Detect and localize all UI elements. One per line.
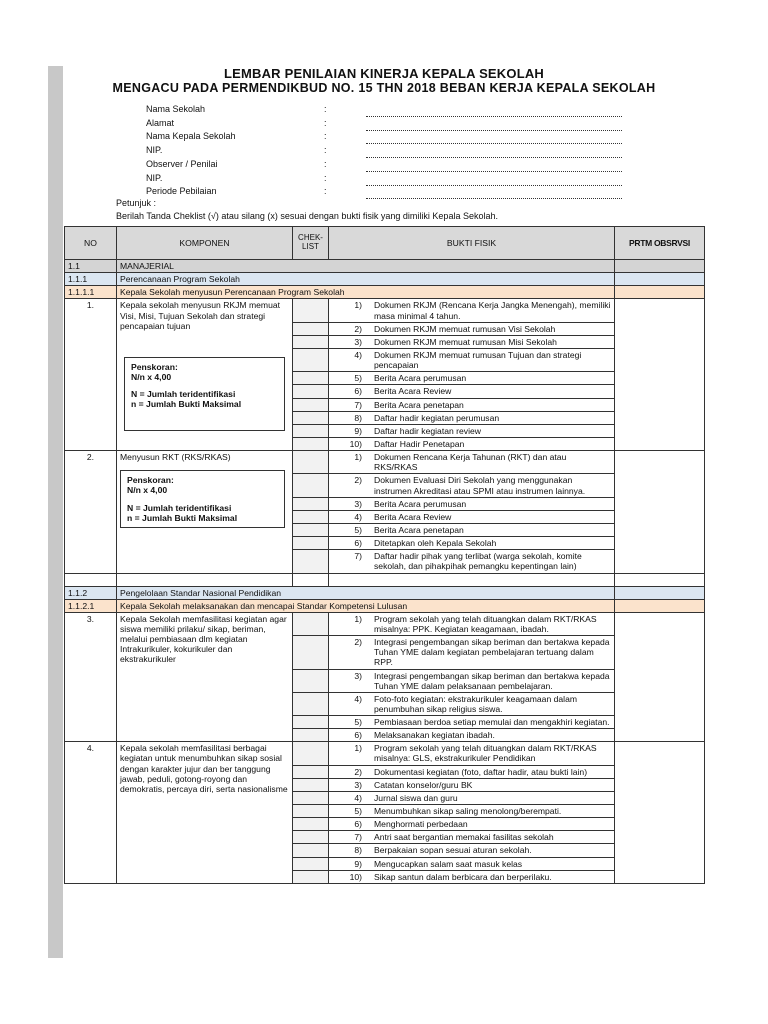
evidence-number: 9) <box>354 425 362 436</box>
checklist-cell[interactable] <box>293 857 329 870</box>
checklist-cell[interactable] <box>293 818 329 831</box>
field-colon: : <box>324 104 327 114</box>
section-number: 1.1.1.1 <box>65 286 117 299</box>
evidence-cell <box>329 398 615 411</box>
evidence-text: Dokumen RKJM memuat rumusan Visi Sekolah <box>374 323 556 334</box>
evidence-cell <box>329 550 615 573</box>
checklist-cell[interactable] <box>293 742 329 765</box>
item-block <box>65 299 705 451</box>
checklist-cell[interactable] <box>293 729 329 742</box>
evidence-number: 6) <box>354 538 362 549</box>
evidence-text: Mengucapkan salam saat masuk kelas <box>374 858 523 869</box>
checklist-cell[interactable] <box>293 791 329 804</box>
item-block <box>65 451 705 573</box>
evidence-number: 2) <box>354 637 362 648</box>
field-colon: : <box>324 145 327 155</box>
evidence-number: 10) <box>349 871 362 882</box>
komponen-text: Kepala sekolah memfasilitasi berbagai kegiatan untuk menumbuhkan sikap sosial dengan karakter jujur dan ber tanggung jawab, peduli, gotong-royong dan demokratis, percaya diri, serta nasionalisme <box>120 743 288 794</box>
evidence-text: Daftar hadir pihak yang terlibat (warga sekolah, komite sekolah, dan pihakpihak pemangku kepentingan lain) <box>374 551 582 572</box>
evidence-number: 2) <box>354 323 362 334</box>
checklist-cell[interactable] <box>293 510 329 523</box>
evidence-text: Berita Acara Review <box>374 386 452 397</box>
evidence-text: Integrasi pengembangan sikap beriman dan bertakwa kepada Tuhan YME dalam kegiatan pembelajaran tertuang dalam RPP. <box>374 637 610 668</box>
item-number: 3. <box>65 612 117 742</box>
evidence-row <box>65 612 705 635</box>
evidence-cell <box>329 692 615 715</box>
evidence-number: 1) <box>354 452 362 463</box>
observation-score-cell[interactable] <box>615 742 705 884</box>
evidence-text: Menumbuhkan sikap saling menolong/berempati. <box>374 806 562 817</box>
checklist-cell[interactable] <box>293 385 329 398</box>
section-row <box>65 599 705 612</box>
evidence-cell <box>329 348 615 371</box>
evidence-number: 8) <box>354 845 362 856</box>
document-title: LEMBAR PENILAIAN KINERJA KEPALA SEKOLAH <box>223 66 545 81</box>
evidence-number: 3) <box>354 670 362 681</box>
evidence-text: Dokumentasi kegiatan (foto, daftar hadir, atau bukti lain) <box>374 766 588 777</box>
evidence-cell <box>329 537 615 550</box>
checklist-cell[interactable] <box>293 451 329 474</box>
evidence-cell <box>329 716 615 729</box>
evidence-cell <box>329 451 615 474</box>
checklist-cell[interactable] <box>293 497 329 510</box>
section-number: 1.1.2.1 <box>65 599 117 612</box>
checklist-cell[interactable] <box>293 831 329 844</box>
scoring-line: Penskoran: <box>131 361 178 372</box>
checklist-cell[interactable] <box>293 537 329 550</box>
field-colon: : <box>324 118 327 128</box>
scoring-line: N/n x 4,00 <box>131 371 172 382</box>
field-fill-line[interactable] <box>366 130 622 131</box>
evidence-text: Dokumen Rencana Kerja Tahunan (RKT) dan atau RKS/RKAS <box>374 452 567 473</box>
komponen-text: Kepala Sekolah memfasilitasi kegiatan agar siswa memiliki prilaku/ sikap, beriman, melalui pembiasaan dlm kegiatan Intrakurikuler, kokurikuler dan ekstrakurikuler <box>120 613 287 665</box>
komponen-text: Menyusun RKT (RKS/RKAS) <box>120 452 231 463</box>
evidence-number: 3) <box>354 779 362 790</box>
field-label: NIP. <box>146 173 163 183</box>
scoring-box <box>120 470 285 528</box>
field-fill-line[interactable] <box>366 171 622 172</box>
checklist-cell[interactable] <box>293 716 329 729</box>
petunjuk-text: Berilah Tanda Cheklist (√) atau silang (x) sesuai dengan bukti fisik yang dimiliki Kepala Sekolah. <box>116 211 498 221</box>
item-number: 1. <box>65 299 117 451</box>
section-title: MANAJERIAL <box>117 260 615 273</box>
evidence-text: Daftar Hadir Penetapan <box>374 438 465 449</box>
evidence-text: Foto-foto kegiatan: ekstrakurikuler keagamaan dalam penumbuhan sikap religius siswa. <box>374 693 578 714</box>
checklist-cell[interactable] <box>293 335 329 348</box>
field-fill-line[interactable] <box>366 198 622 199</box>
evidence-number: 5) <box>354 806 362 817</box>
field-colon: : <box>324 186 327 196</box>
evidence-cell <box>329 612 615 635</box>
scoring-line: N = Jumlah teridentifikasi <box>127 502 232 513</box>
section-row <box>65 286 705 299</box>
assessment-table <box>64 226 705 884</box>
field-label: Nama Sekolah <box>146 104 206 114</box>
evidence-cell <box>329 669 615 692</box>
field-colon: : <box>324 173 327 183</box>
evidence-cell <box>329 437 615 450</box>
evidence-cell <box>329 497 615 510</box>
field-label: Nama Kepala Sekolah <box>146 131 236 141</box>
scoring-line: N = Jumlah teridentifikasi <box>131 389 236 400</box>
section-title: Kepala Sekolah melaksanakan dan mencapai Standar Kompetensi Lulusan <box>117 599 615 612</box>
scoring-box <box>124 357 285 431</box>
checklist-cell[interactable] <box>293 411 329 424</box>
petunjuk-label: Petunjuk : <box>116 198 157 208</box>
evidence-text: Integrasi pengembangan sikap beriman dan bertakwa kepada Tuhan YME dalam pelaksanaan pembelajaran. <box>374 670 610 691</box>
evidence-cell <box>329 372 615 385</box>
evidence-text: Berpakaian sopan sesuai aturan sekolah. <box>374 845 532 856</box>
item-number: 2. <box>65 451 117 573</box>
item-number: 4. <box>65 742 117 884</box>
evidence-number: 5) <box>354 524 362 535</box>
field-label: Alamat <box>146 118 175 128</box>
evidence-text: Dokumen RKJM memuat rumusan Tujuan dan strategi pencapaian <box>374 349 582 371</box>
scoring-spacer <box>127 496 278 503</box>
evidence-cell <box>329 818 615 831</box>
checklist-cell[interactable] <box>293 322 329 335</box>
section-title: Pengelolaan Standar Nasional Pendidikan <box>117 586 615 599</box>
evidence-number: 1) <box>354 300 362 311</box>
evidence-text: Melaksanakan kegiatan ibadah. <box>374 730 495 741</box>
evidence-cell <box>329 844 615 857</box>
evidence-number: 2) <box>354 766 362 777</box>
evidence-number: 6) <box>354 386 362 397</box>
checklist-cell[interactable] <box>293 669 329 692</box>
checklist-cell[interactable] <box>293 550 329 573</box>
field-label: Periode Pebilaian <box>146 186 217 196</box>
evidence-cell <box>329 805 615 818</box>
field-fill-line[interactable] <box>366 157 622 158</box>
evidence-number: 10) <box>349 438 362 449</box>
evidence-number: 4) <box>354 792 362 803</box>
field-fill-line[interactable] <box>366 116 622 117</box>
spacer-row <box>65 573 705 586</box>
evidence-text: Antri saat bergantian memakai fasilitas sekolah <box>374 832 554 843</box>
evidence-text: Program sekolah yang telah dituangkan dalam RKT/RKAS misalnya: PPK. Kegiatan keagamaan, ibadah. <box>374 613 597 634</box>
evidence-text: Jurnal siswa dan guru <box>374 792 458 803</box>
evidence-cell <box>329 778 615 791</box>
evidence-number: 7) <box>354 832 362 843</box>
evidence-cell <box>329 729 615 742</box>
checklist-cell[interactable] <box>293 398 329 411</box>
evidence-text: Dokumen RKJM memuat rumusan Misi Sekolah <box>374 336 557 347</box>
scoring-line: n = Jumlah Bukti Maksimal <box>131 399 242 410</box>
evidence-text: Berita Acara penetapan <box>374 399 464 410</box>
evidence-number: 3) <box>354 498 362 509</box>
item-block <box>65 742 705 884</box>
evidence-number: 5) <box>354 373 362 384</box>
checklist-cell[interactable] <box>293 299 329 322</box>
section-title: Perencanaan Program Sekolah <box>117 273 615 286</box>
field-colon: : <box>324 131 327 141</box>
section-row <box>65 586 705 599</box>
evidence-cell <box>329 742 615 765</box>
evidence-cell <box>329 474 615 497</box>
observation-score-cell[interactable] <box>615 612 705 742</box>
evidence-number: 7) <box>354 399 362 410</box>
checklist-cell[interactable] <box>293 778 329 791</box>
section-number: 1.1 <box>65 260 117 273</box>
evidence-number: 4) <box>354 349 362 360</box>
field-fill-line[interactable] <box>366 143 622 144</box>
left-margin-bar <box>48 66 63 958</box>
scoring-line: Penskoran: <box>127 475 174 486</box>
header-komponen: KOMPONEN <box>117 227 293 260</box>
checklist-cell[interactable] <box>293 474 329 497</box>
evidence-cell <box>329 636 615 669</box>
header-ceklist: CHEK-LIST <box>293 227 329 260</box>
field-label: NIP. <box>146 145 163 155</box>
evidence-text: Berita Acara perumusan <box>374 373 467 384</box>
evidence-text: Berita Acara penetapan <box>374 524 464 535</box>
evidence-row <box>65 451 705 474</box>
evidence-number: 5) <box>354 717 362 728</box>
evidence-number: 7) <box>354 551 362 562</box>
evidence-cell <box>329 299 615 322</box>
komponen-text: Kepala sekolah menyusun RKJM memuat Visi, Misi, Tujuan Sekolah dan strategi pencapaian tujuan <box>120 300 281 331</box>
scoring-line: n = Jumlah Bukti Maksimal <box>127 512 238 523</box>
evidence-cell <box>329 523 615 536</box>
checklist-cell[interactable] <box>293 765 329 778</box>
evidence-cell <box>329 765 615 778</box>
header-bukti-fisik: BUKTI FISIK <box>329 227 615 260</box>
table-header <box>65 227 705 260</box>
evidence-cell <box>329 411 615 424</box>
evidence-number: 8) <box>354 412 362 423</box>
checklist-cell[interactable] <box>293 437 329 450</box>
checklist-cell[interactable] <box>293 844 329 857</box>
evidence-number: 1) <box>354 743 362 754</box>
evidence-text: Menghormati perbedaan <box>374 819 468 830</box>
item-komponen <box>117 742 293 884</box>
item-komponen <box>117 612 293 742</box>
observation-score-cell[interactable] <box>615 299 705 451</box>
checklist-cell[interactable] <box>293 636 329 669</box>
evidence-number: 1) <box>354 613 362 624</box>
evidence-cell <box>329 424 615 437</box>
evidence-text: Dokumen RKJM (Rencana Kerja Jangka Menengah), memiliki masa minimal 4 tahun. <box>374 300 611 321</box>
checklist-cell[interactable] <box>293 424 329 437</box>
evidence-cell <box>329 510 615 523</box>
evidence-text: Daftar hadir kegiatan perumusan <box>374 412 500 423</box>
evidence-cell <box>329 791 615 804</box>
evidence-number: 3) <box>354 336 362 347</box>
evidence-text: Berita Acara perumusan <box>374 498 467 509</box>
section-row <box>65 260 705 273</box>
evidence-number: 6) <box>354 819 362 830</box>
evidence-number: 4) <box>354 511 362 522</box>
evidence-text: Catatan konselor/guru BK <box>374 779 473 790</box>
evidence-cell <box>329 322 615 335</box>
section-row <box>65 273 705 286</box>
evidence-number: 2) <box>354 475 362 486</box>
checklist-cell[interactable] <box>293 805 329 818</box>
scoring-line: N/n x 4,00 <box>127 485 168 496</box>
header-no: NO <box>65 227 117 260</box>
scoring-spacer <box>131 382 278 389</box>
section-number: 1.1.1 <box>65 273 117 286</box>
evidence-cell <box>329 857 615 870</box>
checklist-cell[interactable] <box>293 348 329 371</box>
item-komponen <box>117 299 293 451</box>
evidence-cell <box>329 385 615 398</box>
evidence-row <box>65 299 705 322</box>
evidence-text: Dokumen Evaluasi Diri Sekolah yang menggunakan instrumen Akreditasi atau SPMI atau instrumen lainnya. <box>374 475 586 496</box>
checklist-cell[interactable] <box>293 372 329 385</box>
evidence-cell <box>329 870 615 883</box>
evidence-cell <box>329 831 615 844</box>
evidence-text: Berita Acara Review <box>374 511 452 522</box>
checklist-cell[interactable] <box>293 692 329 715</box>
checklist-cell[interactable] <box>293 870 329 883</box>
document-subtitle: MENGACU PADA PERMENDIKBUD NO. 15 THN 2018 BEBAN KERJA KEPALA SEKOLAH <box>112 81 656 95</box>
evidence-text: Sikap santun dalam berbicara dan berperilaku. <box>374 871 552 882</box>
section-title: Kepala Sekolah menyusun Perencanaan Program Sekolah <box>117 286 615 299</box>
evidence-text: Program sekolah yang telah dituangkan dalam RKT/RKAS misalnya: GLS, ekstrakurikuler Pendidikan <box>374 743 597 764</box>
evidence-text: Daftar hadir kegiatan review <box>374 425 481 436</box>
field-label: Observer / Penilai <box>146 159 218 169</box>
item-komponen <box>117 451 293 573</box>
evidence-number: 9) <box>354 858 362 869</box>
checklist-cell[interactable] <box>293 612 329 635</box>
evidence-number: 4) <box>354 693 362 704</box>
field-colon: : <box>324 159 327 169</box>
evidence-row <box>65 742 705 765</box>
checklist-cell[interactable] <box>293 523 329 536</box>
evidence-text: Pembiasaan berdoa setiap memulai dan mengakhiri kegiatan. <box>374 717 610 728</box>
evidence-text: Ditetapkan oleh Kepala Sekolah <box>374 538 497 549</box>
item-block <box>65 612 705 742</box>
header-prtm-observasi: PRTM OBSRVSI <box>615 227 705 260</box>
evidence-number: 6) <box>354 730 362 741</box>
observation-score-cell[interactable] <box>615 451 705 573</box>
field-fill-line[interactable] <box>366 185 622 186</box>
section-number: 1.1.2 <box>65 586 117 599</box>
evidence-cell <box>329 335 615 348</box>
